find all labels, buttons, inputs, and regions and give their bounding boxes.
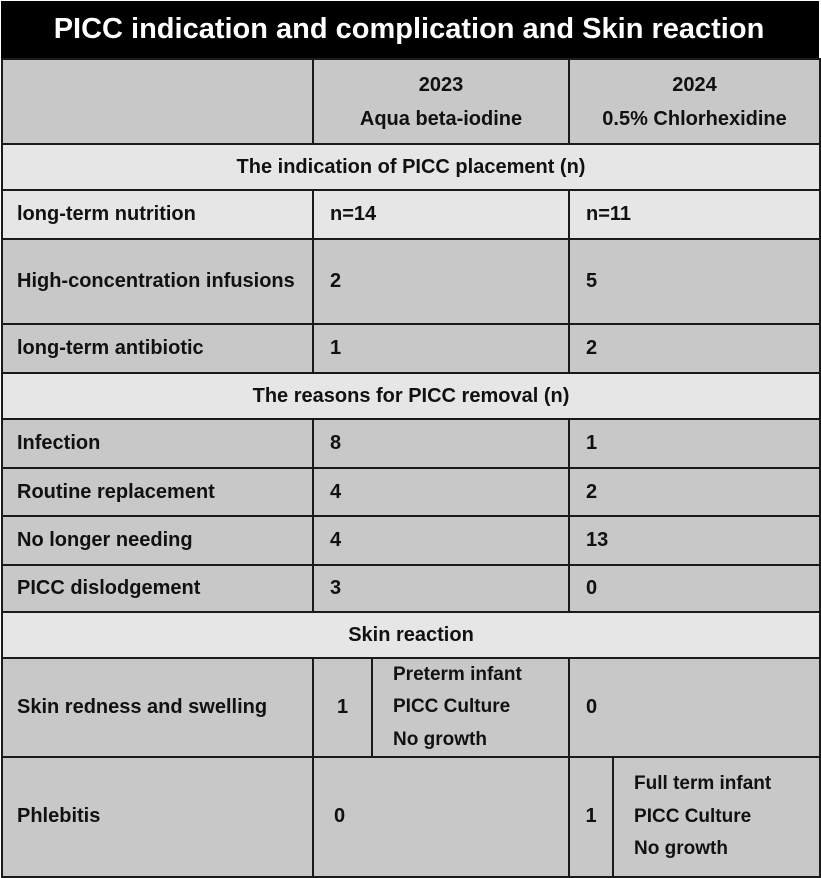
note-line: No growth: [634, 838, 728, 860]
value-2023: 3: [313, 565, 569, 612]
header-2023-year: 2023: [418, 73, 464, 96]
value-2023: n=14: [313, 190, 569, 239]
table-row: [2, 757, 820, 877]
row-label: long-term nutrition: [2, 190, 313, 239]
header-2023: [313, 59, 569, 144]
value-2023: 4: [313, 468, 569, 516]
table-row: [2, 239, 820, 324]
table-row: [2, 516, 820, 565]
row-label: High-concentration infusions: [2, 239, 313, 324]
section-removal: The reasons for PICC removal (n): [2, 373, 820, 419]
row-label: No longer needing: [2, 516, 313, 565]
header-row: [2, 59, 820, 144]
table-row: [2, 468, 820, 516]
table-row: [2, 190, 820, 239]
header-2024-agent: 0.5% Chlorhexidine: [602, 107, 787, 130]
value-2024: 1: [569, 419, 820, 468]
table-title: PICC indication and complication and Skin reaction: [1, 1, 819, 58]
note-2024: [613, 757, 820, 877]
header-empty-cell: [2, 59, 313, 144]
table-row: [2, 565, 820, 612]
header-2023-agent: Aqua beta-iodine: [359, 107, 523, 130]
value-2024: 0: [569, 658, 820, 757]
note-line: Full term infant: [634, 773, 772, 795]
section-row: [2, 144, 820, 190]
value-2023: 0: [313, 757, 569, 877]
value-2024: 13: [569, 516, 820, 565]
value-2024: 5: [569, 239, 820, 324]
note-line: PICC Culture: [634, 805, 752, 827]
note-line: PICC Culture: [393, 696, 511, 718]
section-skin: Skin reaction: [2, 612, 820, 658]
row-label: Skin redness and swelling: [2, 658, 313, 757]
header-2024: [569, 59, 820, 144]
row-label: PICC dislodgement: [2, 565, 313, 612]
value-2024: 0: [569, 565, 820, 612]
value-2024: n=11: [569, 190, 820, 239]
note-line: No growth: [393, 728, 487, 750]
value-2023: 1: [313, 658, 372, 757]
section-row: [2, 612, 820, 658]
table-row: [2, 658, 820, 757]
picc-table: [1, 58, 821, 878]
table-row: [2, 419, 820, 468]
value-2023: 2: [313, 239, 569, 324]
value-2024: 1: [569, 757, 613, 877]
value-2024: 2: [569, 468, 820, 516]
note-line: Preterm infant: [393, 664, 522, 685]
table-row: [2, 324, 820, 373]
row-label: Phlebitis: [2, 757, 313, 877]
section-indication: The indication of PICC placement (n): [2, 144, 820, 190]
section-row: [2, 373, 820, 419]
row-label: Infection: [2, 419, 313, 468]
header-2024-year: 2024: [672, 73, 717, 96]
value-2023: 8: [313, 419, 569, 468]
value-2023: 1: [313, 324, 569, 373]
row-label: long-term antibiotic: [2, 324, 313, 373]
row-label: Routine replacement: [2, 468, 313, 516]
value-2024: 2: [569, 324, 820, 373]
value-2023: 4: [313, 516, 569, 565]
note-2023: [372, 658, 569, 757]
